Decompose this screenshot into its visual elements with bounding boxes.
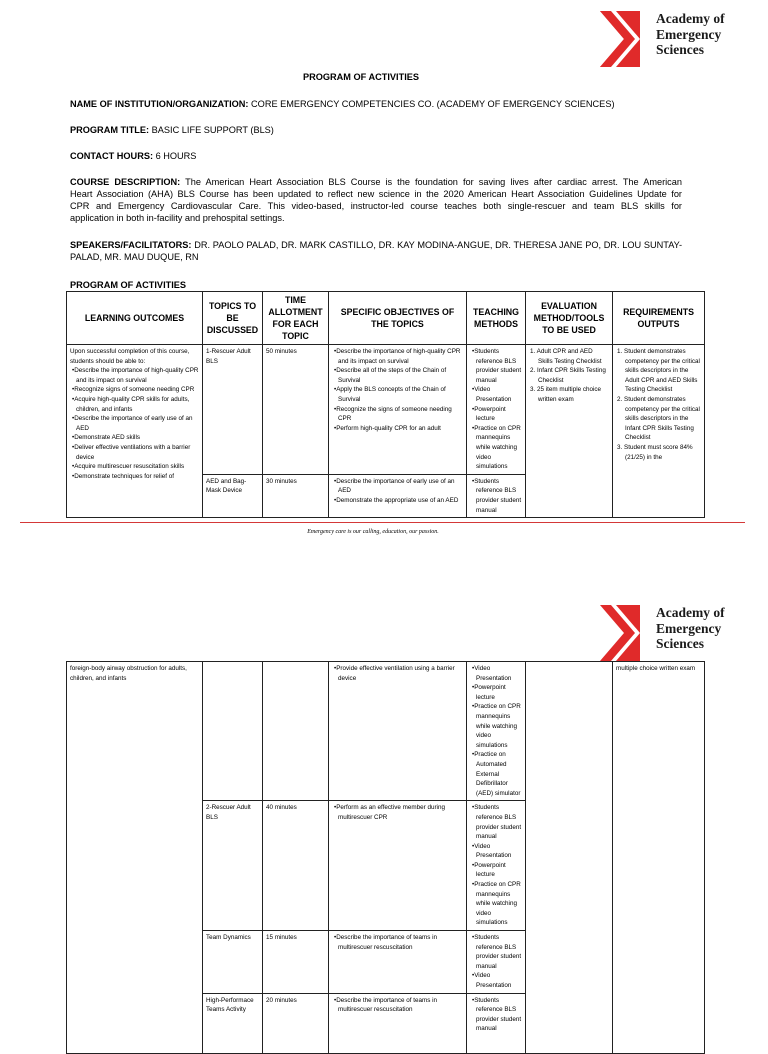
list-item: • Provide effective ventilation using a barrier device [332,664,463,683]
list-item: • Apply the BLS concepts of the Chain of Survival [332,385,463,404]
list-item: • Recognize the signs of someone needing CPR [332,405,463,424]
logo-arrow-icon [600,605,646,661]
list-item: • Perform high-quality CPR for an adult [332,424,463,434]
methods-cell [467,345,526,475]
time-cell: 15 minutes [263,931,329,994]
table-row [67,345,705,475]
list-item: • Video Presentation [470,664,522,683]
list-item: • Deliver effective ventilations with a barrier device [70,443,199,462]
list-item: 1. Adult CPR and AED Skills Testing Checklist [530,348,602,365]
list-item: • Powerpoint lecture [470,861,522,880]
list-item: • Practice on CPR mannequins while watching video simulations [470,424,522,472]
list-item: • Perform as an effective member during multirescuer CPR [332,803,463,822]
list-item: • Demonstrate techniques for relief of [70,472,199,482]
header-objectives: SPECIFIC OBJECTIVES OF THE TOPICS [329,292,467,345]
table-row [67,662,705,801]
page-title: PROGRAM OF ACTIVITIES [302,72,420,82]
program-title-line: PROGRAM TITLE: BASIC LIFE SUPPORT (BLS) [70,125,274,135]
section-heading: PROGRAM OF ACTIVITIES [70,280,187,290]
list-item: 3. 25 item multiple choice written exam [530,386,602,403]
topic-cell: Team Dynamics [203,931,263,994]
list-item: • Video Presentation [470,385,522,404]
list-item: • Demonstrate AED skills [70,433,199,443]
requirements-cell [613,345,705,518]
evaluation-cell [526,662,613,1054]
list-item: • Describe the importance of high-quality CPR and its impact on survival [332,347,463,366]
header-learning-outcomes: LEARNING OUTCOMES [67,292,203,345]
list-item: • Describe all of the steps of the Chain of Survival [332,366,463,385]
learning-outcomes-cell: Upon successful completion of this course, students should be able to: • Describe the importance of high-quality CPR and its impact on survival • Recognize signs of someone needing CPR • Acquire high-quality CPR skills for adults, children, and infants • Describe the importance of early use of an AED • Demonstrate AED skills • Deliver effective ventilations with a barrier device • Acquire multirescuer resuscitation skills • Demonstrate techniques for relief of [67,345,203,518]
list-item: • Describe the importance of early use of an AED [332,477,463,496]
header-time-allotment: TIME ALLOTMENT FOR EACH TOPIC [263,292,329,345]
objectives-cell [329,345,467,475]
topic-cell: AED and Bag-Mask Device [203,474,263,517]
list-item: • Students reference BLS provider student manual [470,477,522,515]
list-item: • Video Presentation [470,971,522,990]
topic-cell: 2-Rescuer Adult BLS [203,801,263,931]
list-item: 2. Student demonstrates competency per the critical skills descriptors in the Infant CPR Skills Testing Checklist [617,395,700,442]
list-item: • Video Presentation [470,842,522,861]
time-cell: 20 minutes [263,993,329,1053]
time-cell: 40 minutes [263,801,329,931]
activities-table-page2 [66,661,705,1054]
list-item: 1. Student demonstrates competency per the critical skills descriptors in the Adult CPR and AED Skills Testing Checklist [617,348,700,394]
list-item: • Students reference BLS provider student manual [470,933,522,971]
list-item: • Acquire high-quality CPR skills for adults, children, and infants [70,395,199,414]
header-requirements: REQUIREMENTS OUTPUTS [613,292,705,345]
objectives-cell [329,801,467,931]
activities-table-page1 [66,291,705,518]
header-evaluation: EVALUATION METHOD/TOOLS TO BE USED [526,292,613,345]
list-item: • Recognize signs of someone needing CPR [70,385,199,395]
list-item: 3. Student must score 84% (21/25) in the [617,443,693,461]
table-header-row [67,292,705,345]
topic-cell [203,662,263,801]
footer-divider [20,522,745,523]
logo [600,605,768,661]
contact-hours-line: CONTACT HOURS: 6 HOURS [70,151,197,161]
list-item: • Describe the importance of teams in multirescuer rescuscitation [332,933,463,952]
methods-cell [467,801,526,931]
logo-text: Academy of Emergency Sciences [656,605,725,651]
list-item: • Describe the importance of teams in multirescuer rescuscitation [332,996,463,1015]
methods-cell [467,931,526,994]
requirements-cell: multiple choice written exam [613,662,705,1054]
header-teaching-methods: TEACHING METHODS [467,292,526,345]
logo-text: Academy of Emergency Sciences [656,11,725,57]
list-item: • Practice on CPR mannequins while watching video simulations [470,702,522,750]
list-item: • Practice on CPR mannequins while watching video simulations [470,880,522,928]
objectives-cell [329,662,467,801]
logo-arrow-icon [600,11,646,67]
institution-line: NAME OF INSTITUTION/ORGANIZATION: CORE EMERGENCY COMPETENCIES CO. (ACADEMY OF EMERGENCY SCIENCES) [70,99,615,109]
time-cell: 50 minutes [263,345,329,475]
list-item: • Students reference BLS provider student manual [470,347,522,385]
list-item: • Students reference BLS provider student manual [470,996,522,1034]
list-item: • Powerpoint lecture [470,683,522,702]
list-item: • Students reference BLS provider student manual [470,803,522,841]
learning-outcomes-cell: foreign-body airway obstruction for adults, children, and infants [67,662,203,1054]
evaluation-cell [526,345,613,518]
list-item: • Practice on Automated External Defibrillator (AED) simulator [470,750,522,798]
course-description: COURSE DESCRIPTION: The American Heart Association BLS Course is the foundation for saving lives after cardiac arrest. The American Heart Association (AHA) BLS Course has been updated to reflect new science in the 2020 American Heart Association Guidelines Update for CPR and Emergency Cardiovascular Care. This video-based, instructor-led course teaches both single-rescuer and team BLS skills for application in both in-facility and prehospital settings. [70,177,682,223]
list-item: • Describe the importance of early use of an AED [70,414,199,433]
logo [600,11,768,67]
header-topics: TOPICS TO BE DISCUSSED [203,292,263,345]
footer-motto: Emergency care is our calling, education, our passion. [307,529,439,535]
methods-cell [467,993,526,1053]
list-item: 2. Infant CPR Skills Testing Checklist [530,367,606,384]
time-cell: 30 minutes [263,474,329,517]
list-item: • Acquire multirescuer resuscitation skills [70,462,199,472]
topic-cell: 1-Rescuer Adult BLS [203,345,263,475]
methods-cell [467,474,526,517]
objectives-cell [329,474,467,517]
topic-cell: High-Performace Teams Activity [203,993,263,1053]
objectives-cell [329,931,467,994]
time-cell [263,662,329,801]
methods-cell [467,662,526,801]
objectives-cell [329,993,467,1053]
list-item: • Describe the importance of high-quality CPR and its impact on survival [70,366,199,385]
list-item: • Powerpoint lecture [470,405,522,424]
speakers: SPEAKERS/FACILITATORS: DR. PAOLO PALAD, DR. MARK CASTILLO, DR. KAY MODINA-ANGUE, DR. THERESA JANE PO, DR. LOU SUNTAY- PALAD, MR. MAU DUQUE, RN [70,240,683,262]
list-item: • Demonstrate the appropriate use of an AED [332,496,463,506]
